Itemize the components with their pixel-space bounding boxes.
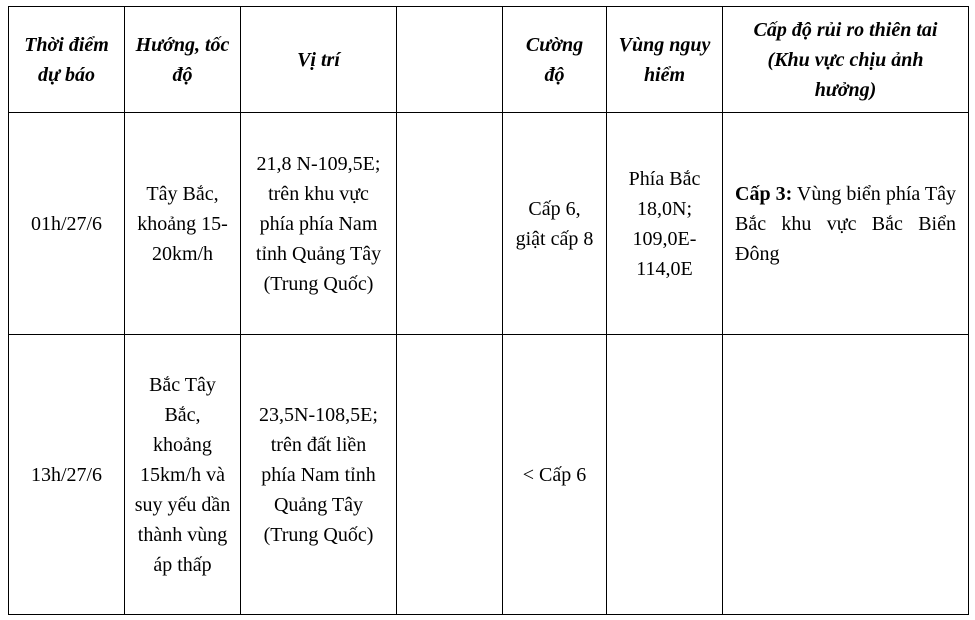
cell-danger-zone — [607, 335, 723, 615]
header-blank — [397, 7, 503, 113]
cell-risk-level — [723, 113, 969, 335]
cell-direction: Tây Bắc, khoảng 15-20km/h — [125, 113, 241, 335]
cell-blank — [397, 335, 503, 615]
header-risk-level: Cấp độ rủi ro thiên tai (Khu vực chịu ảnh hưởng) — [723, 7, 969, 113]
cell-risk-level — [723, 335, 969, 615]
cell-intensity: < Cấp 6 — [503, 335, 607, 615]
header-time: Thời điểm dự báo — [9, 7, 125, 113]
table-row — [9, 335, 969, 615]
header-direction: Hướng, tốc độ — [125, 7, 241, 113]
header-intensity: Cường độ — [503, 7, 607, 113]
header-danger-zone: Vùng nguy hiểm — [607, 7, 723, 113]
table-row — [9, 113, 969, 335]
header-row — [9, 7, 969, 113]
cell-time: 13h/27/6 — [9, 335, 125, 615]
cell-danger-zone: Phía Bắc 18,0N; 109,0E-114,0E — [607, 113, 723, 335]
risk-level-label: Cấp 3: — [735, 182, 793, 205]
risk-level-text: Vùng biển phía Tây Bắc khu vực Bắc Biển Đông — [735, 182, 956, 265]
cell-time: 01h/27/6 — [9, 113, 125, 335]
cell-position: 23,5N-108,5E; trên đất liền phía Nam tỉnh Quảng Tây (Trung Quốc) — [241, 335, 397, 615]
forecast-table — [8, 6, 969, 615]
cell-direction: Bắc Tây Bắc, khoảng 15km/h và suy yếu dần thành vùng áp thấp — [125, 335, 241, 615]
cell-intensity: Cấp 6, giật cấp 8 — [503, 113, 607, 335]
header-position: Vị trí — [241, 7, 397, 113]
cell-position: 21,8 N-109,5E; trên khu vực phía phía Nam tỉnh Quảng Tây (Trung Quốc) — [241, 113, 397, 335]
cell-blank — [397, 113, 503, 335]
